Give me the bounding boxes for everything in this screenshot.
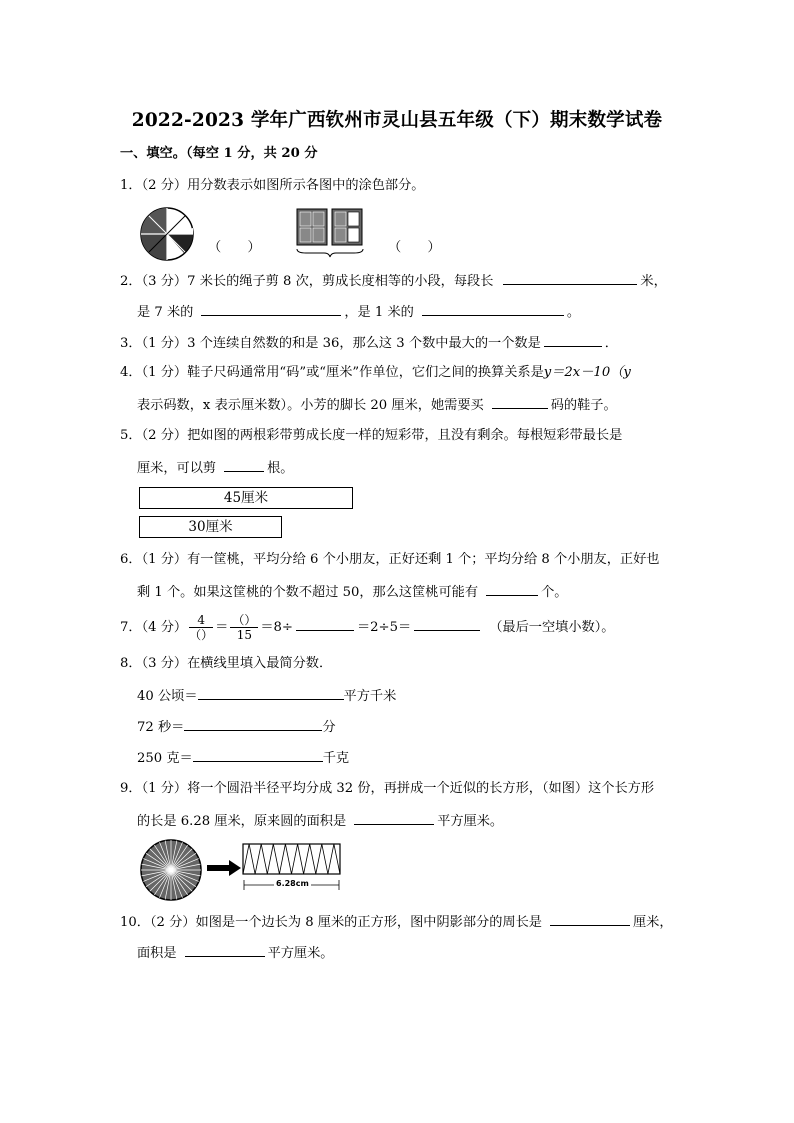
q8-row-1: [137, 686, 396, 706]
question-4-line-2: [137, 395, 617, 415]
q10-unit: 厘米，: [632, 915, 673, 930]
circle-figure: [139, 206, 195, 262]
q2-unit: 米，: [640, 274, 667, 289]
q2-text-b3: 。: [566, 305, 581, 320]
q7-lead: 7．（4 分）: [120, 620, 188, 635]
q7-f2-den: 15: [236, 628, 252, 642]
q8-r1-unit: 平方千米: [343, 689, 397, 704]
q7-eq3: ＝2÷5＝: [356, 620, 412, 635]
question-9-line-1: 9．（1 分）将一个圆沿半径平均分成 32 份，再拼成一个近似的长方形，（如图）这个长方形: [120, 781, 655, 796]
question-2-line-2: [137, 302, 580, 322]
q8-r3-lead: 250 克＝: [137, 751, 193, 766]
q2-text-b2: ，是 1 米的: [344, 305, 414, 320]
question-4-line-1: [120, 364, 631, 382]
q7-eq1: ＝: [215, 620, 229, 635]
q7-note: （最后一空填小数）。: [489, 620, 615, 635]
q6-blank[interactable]: [486, 582, 538, 596]
page-title: 2022-2023 学年广西钦州市灵山县五年级（下）期末数学试卷: [131, 110, 663, 131]
q4-blank[interactable]: [492, 395, 548, 409]
question-2-line-1: [120, 271, 667, 291]
question-6-line-2: [137, 582, 567, 602]
rectangle-length-label: 6.28cm: [276, 879, 309, 888]
q7-fraction-2: [230, 613, 258, 642]
q7-f1-den[interactable]: （）: [189, 628, 214, 642]
q5-blank[interactable]: [224, 458, 264, 472]
q8-r2-unit: 分: [322, 720, 336, 735]
question-5-line-1: 5．（2 分）把如图的两根彩带剪成长度一样的短彩带，且没有剩余。每根短彩带最长是: [120, 428, 623, 443]
q8-blank-1[interactable]: [198, 686, 344, 700]
q2-text: 2．（3 分）7 米长的绳子剪 8 次，剪成长度相等的小段，每段长: [120, 274, 494, 289]
ribbon-45cm: 45厘米: [139, 487, 353, 509]
q2-blank-2[interactable]: [201, 302, 341, 316]
q3-text: 3．（1 分）3 个连续自然数的和是 36，那么这 3 个数中最大的一个数是: [120, 336, 541, 351]
q7-fraction-1: [189, 613, 213, 642]
q7-f1-num: 4: [189, 613, 213, 628]
q1-answer-paren-2[interactable]: （ ）: [388, 240, 441, 255]
question-5-line-2: [137, 458, 294, 478]
q7-blank-1[interactable]: [296, 617, 354, 631]
q8-r3-unit: 千克: [322, 751, 350, 766]
q1-answer-paren-1[interactable]: （ ）: [208, 240, 261, 255]
q3-blank[interactable]: [544, 333, 602, 347]
q2-text-b1: 是 7 米的: [137, 305, 194, 320]
q8-blank-3[interactable]: [193, 748, 323, 762]
question-3: [120, 333, 618, 353]
q4-formula: y＝2x－10（y: [543, 365, 631, 380]
q8-r2-lead: 72 秒＝: [137, 720, 185, 735]
q5-text-b2: 根。: [267, 461, 294, 476]
q4-text-b1: 表示码数，x 表示厘米数）。小芳的脚长 20 厘米，她需要买: [137, 398, 484, 413]
q9-text-b2: 平方厘米。: [437, 814, 504, 829]
q10-blank-2[interactable]: [185, 943, 265, 957]
squares-figure: [296, 208, 366, 258]
q10-text: 10．（2 分）如图是一个边长为 8 厘米的正方形，图中阴影部分的周长是: [120, 915, 542, 930]
question-7: [120, 613, 614, 643]
q4-text-b2: 码的鞋子。: [550, 398, 617, 413]
q8-row-3: [137, 748, 349, 768]
q3-end: ．: [604, 336, 618, 351]
q7-f2-num[interactable]: （）: [232, 613, 257, 627]
q4-text: 4．（1 分）鞋子尺码通常用“码”或“厘米”作单位，它们之间的换算关系是: [120, 365, 544, 380]
q8-blank-2[interactable]: [184, 717, 322, 731]
question-8: 8．（3 分）在横线里填入最简分数．: [120, 656, 333, 671]
q9-blank[interactable]: [354, 811, 434, 825]
question-6-line-1: 6．（1 分）有一筐桃，平均分给 6 个小朋友，正好还剩 1 个；平均分给 8 个小朋友，正好也: [120, 552, 660, 567]
q5-text-b1: 厘米，可以剪: [137, 461, 217, 476]
q10-text-b1: 面积是: [137, 946, 177, 961]
question-10-line-2: [137, 943, 334, 963]
section-heading: 一、填空。（每空 1 分，共 20 分: [120, 146, 318, 161]
q6-text-b2: 个。: [541, 585, 568, 600]
q7-blank-2[interactable]: [414, 617, 480, 631]
q7-eq2: ＝8÷: [260, 620, 293, 635]
q6-text-b1: 剩 1 个。如果这筐桃的个数不超过 50，那么这筐桃可能有: [137, 585, 479, 600]
arrow-icon: [207, 860, 241, 876]
q10-blank-1[interactable]: [550, 912, 630, 926]
q8-r1-lead: 40 公顷＝: [137, 689, 198, 704]
q10-text-b2: 平方厘米。: [267, 946, 334, 961]
q8-row-2: [137, 717, 336, 737]
ribbon-30cm: 30厘米: [139, 516, 282, 538]
q9-text-b1: 的长是 6.28 厘米，原来圆的面积是: [137, 814, 347, 829]
question-1: 1．（2 分）用分数表示如图所示各图中的涂色部分。: [120, 178, 425, 193]
question-9-line-2: [137, 811, 503, 831]
circle-sectors-figure: [139, 838, 203, 902]
q2-blank-1[interactable]: [503, 271, 637, 285]
question-10-line-1: [120, 912, 673, 932]
q2-blank-3[interactable]: [422, 302, 564, 316]
